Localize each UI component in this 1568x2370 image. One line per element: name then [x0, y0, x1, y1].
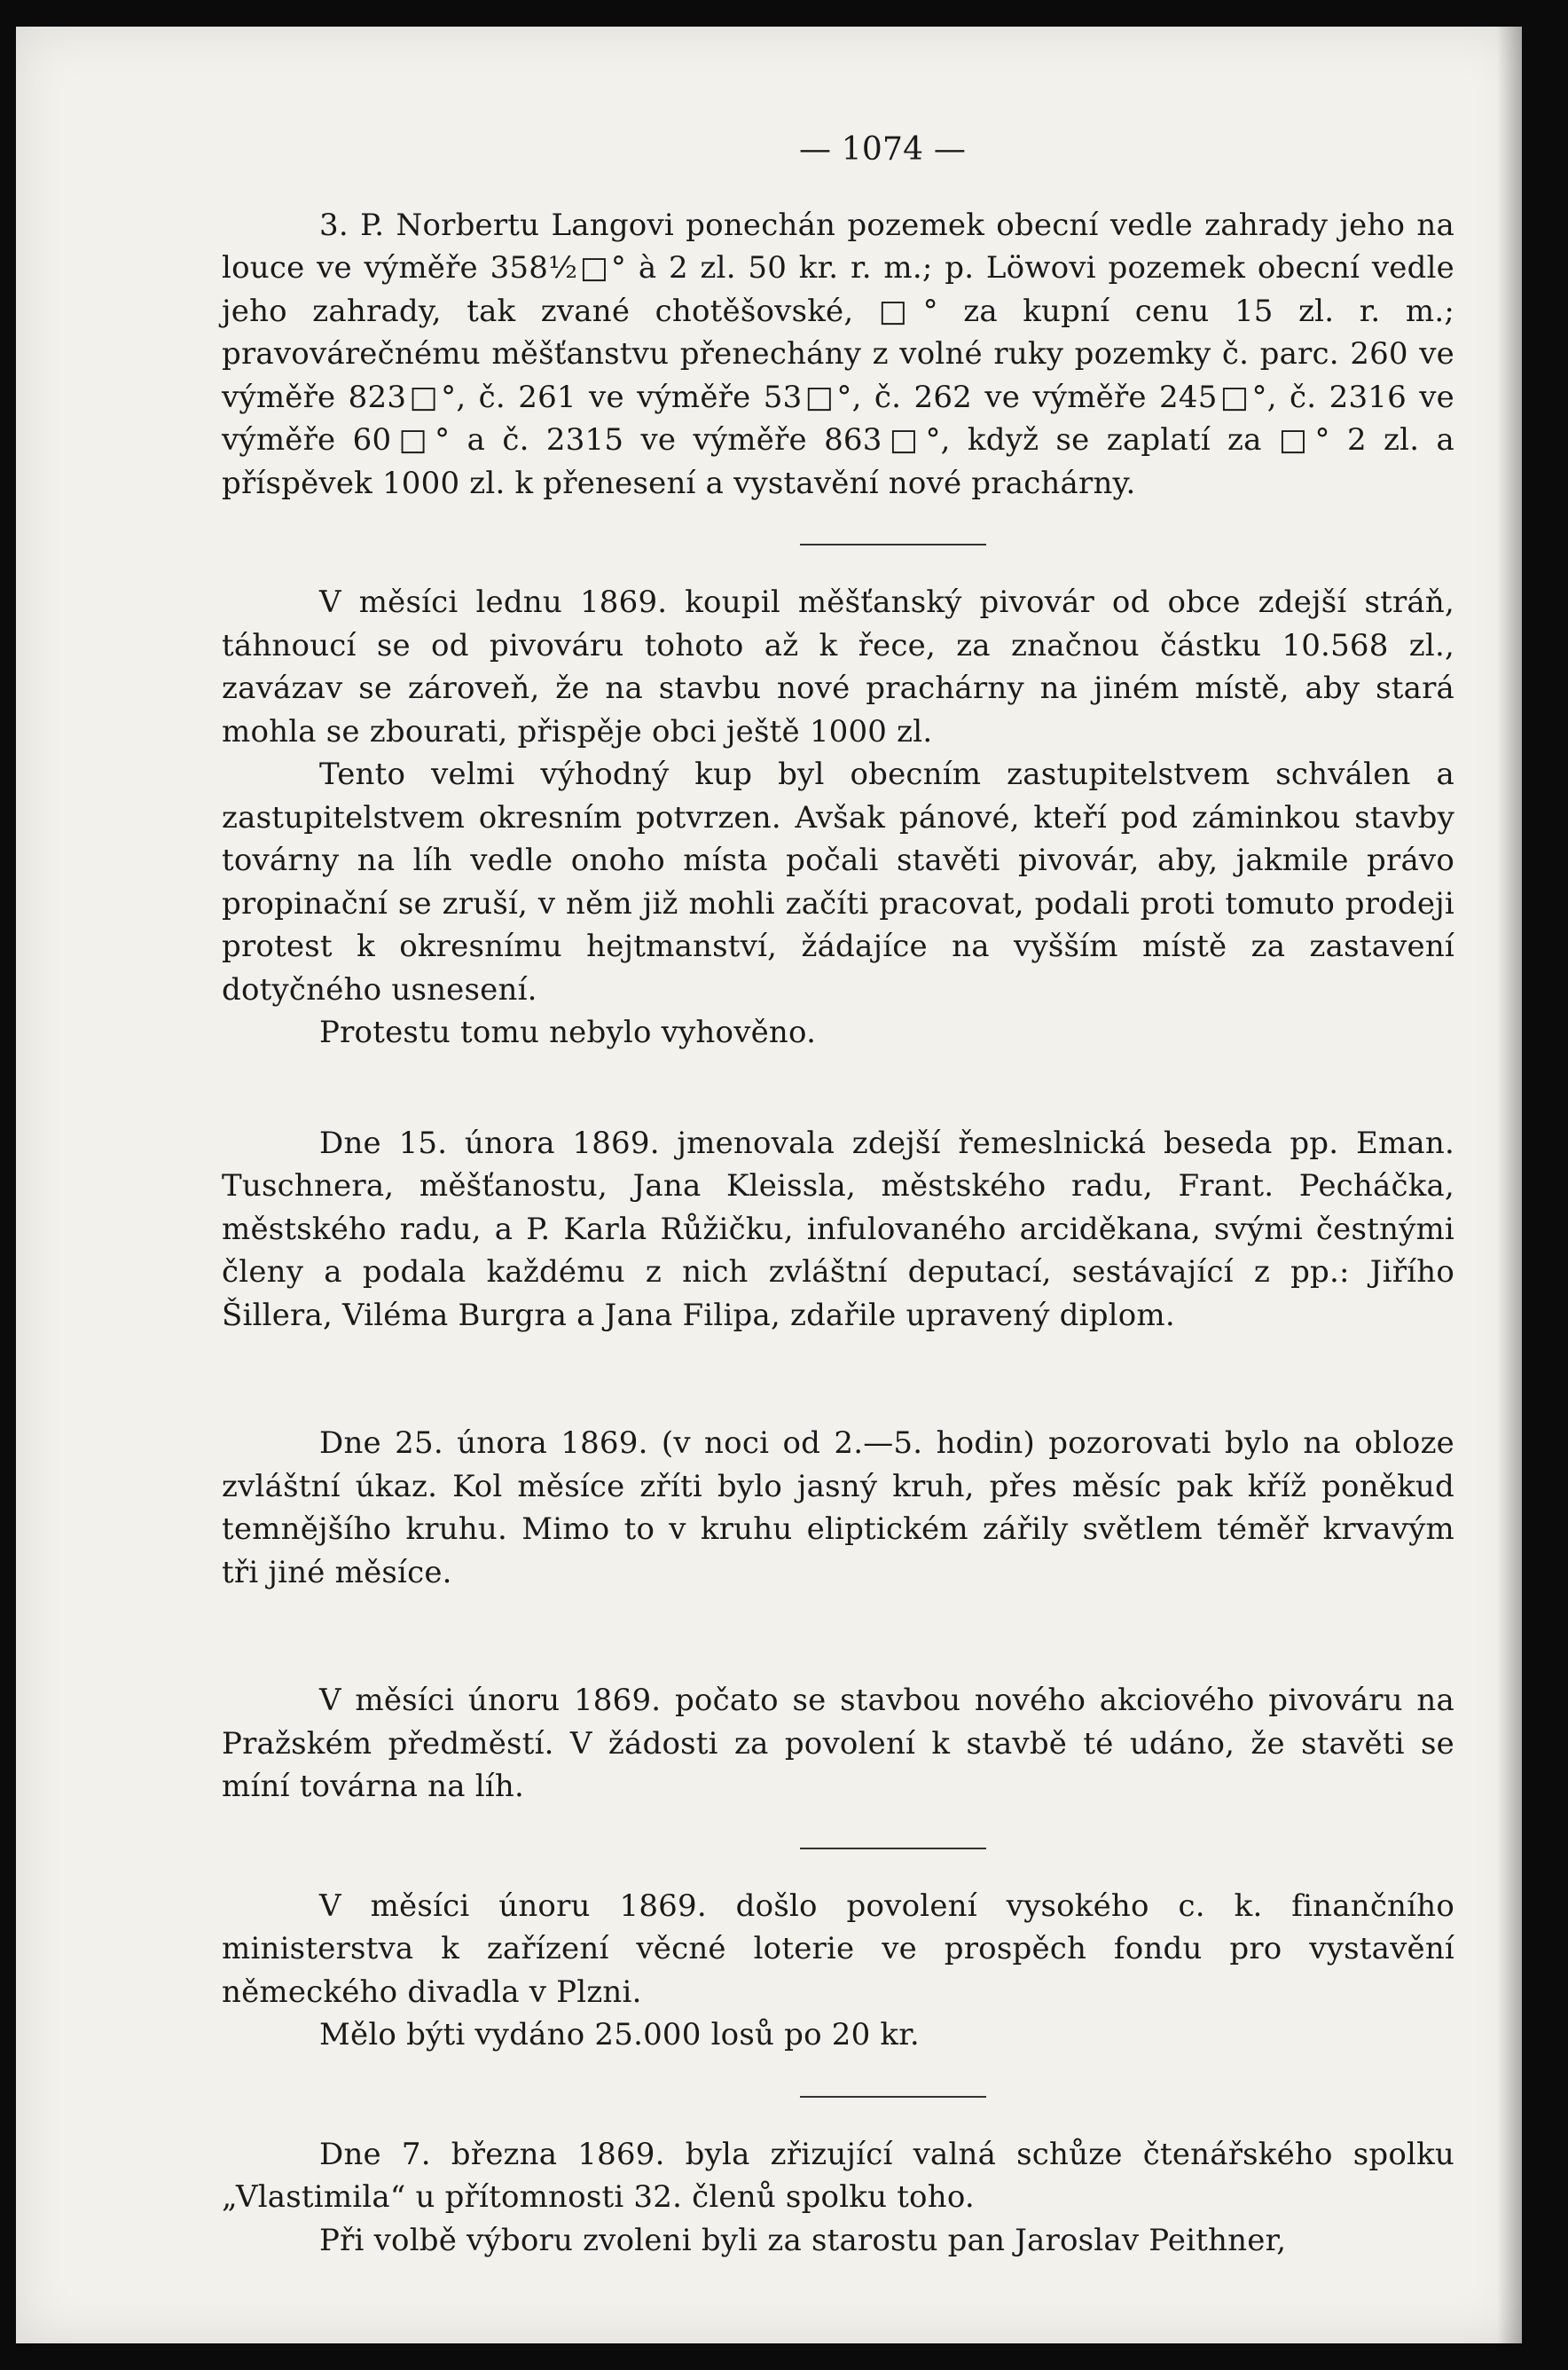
paragraph-january-purchase: V měsíci lednu 1869. koupil měšťanský pivovár od obce zdejší stráň, táhnoucí se od pivováru tohoto až k řece, za značnou částku 10.568 zl., zavázav se zároveň, že na stavbu nové prachárny na jiném místě, aby stará mohla se zbourati, přispěje obci ještě 1000 zl.	[222, 585, 1454, 749]
section-gap	[222, 1337, 1454, 1422]
section-divider	[800, 2096, 986, 2098]
book-page	[16, 27, 1522, 2343]
section-divider	[800, 1848, 986, 1849]
paragraph-february-15: Dne 15. února 1869. jmenovala zdejší řemeslnická beseda pp. Eman. Tuschnera, měšťanostu, Jana Kleissla, městského radu, Frant. Pecháčka, městského radu, a P. Karla Růžičku, infulovaného arciděkana, svými čestnými členy a podala každému z nich zvláštní deputací, sestávající z pp.: Jiřího Šillera, Viléma Burgra a Jana Filipa, zdařile upravený diplom.	[222, 1125, 1454, 1333]
section-gap	[222, 1594, 1454, 1679]
section-divider	[800, 544, 986, 545]
paragraph-approval-protest: Tento velmi výhodný kup byl obecním zastupitelstvem schválen a zastupitelstvem okresním potvrzen. Avšak pánové, kteří pod záminkou stavby továrny na líh vedle onoho místa počali stavěti pivovár, aby, jakmile právo propinační se zruší, v něm již mohli začíti pracovat, podali proti tomuto prodeji protest k okresnímu hejtmanství, žádajíce na vyšším místě za zastavení dotyčného usnesení.	[222, 757, 1454, 1008]
paragraph-committee-election: Při volbě výboru zvoleni byli za starostu pan Jaroslav Peithner,	[319, 2222, 1287, 2258]
paragraph-item-3: 3. P. Norbertu Langovi ponechán pozemek obecní vedle zahrady jeho na louce ve výměře 358½□° à 2 zl. 50 kr. r. m.; p. Löwovi pozemek obecní vedle jeho zahrady, tak zvané chotěšovské, □° za kupní cenu 15 zl. r. m.; pravovárečnému měšťanstvu přenechány z volné ruky pozemky č. parc. 260 ve výměře 823□°, č. 261 ve výměře 53□°, č. 262 ve výměře 245□°, č. 2316 ve výměře 60□° a č. 2315 ve výměře 863□°, když se zaplatí za □° 2 zl. a příspěvek 1000 zl. k přenesení a vystavění nové prachárny.	[222, 207, 1454, 501]
section-gap	[222, 1055, 1454, 1122]
paragraph-vlastimil-meeting: Dne 7. března 1869. byla zřizující valná schůze čtenářského spolku „Vlastimila“ u přítomnosti 32. členů spolku toho.	[222, 2136, 1454, 2215]
paragraph-lottery-permit: V měsíci únoru 1869. došlo povolení vysokého c. k. finančního ministerstva k zařízení věcné loterie ve prospěch fondu pro vystavění německého divadla v Plzni.	[222, 1887, 1454, 2010]
page-edge-shadow	[1497, 27, 1522, 2343]
paragraph-protest-result: Protestu tomu nebylo vyhověno.	[319, 1015, 817, 1050]
paragraph-brewery-construction: V měsíci únoru 1869. počato se stavbou nového akciového pivováru na Pražském předměstí. V žádosti za povolení k stavbě té udáno, že stavěti se míní továrna na líh.	[222, 1683, 1454, 1804]
paragraph-lottery-tickets: Mělo býti vydáno 25.000 losů po 20 kr.	[319, 2017, 920, 2052]
page-text-column	[222, 129, 1454, 2262]
page-number: — 1074 —	[798, 131, 967, 168]
paragraph-february-25: Dne 25. února 1869. (v noci od 2.—5. hodin) pozorovati bylo na obloze zvláštní úkaz. Kol měsíce zříti bylo jasný kruh, přes měsíc pak kříž poněkud temnějšího kruhu. Mimo to v kruhu eliptickém zářily světlem téměř krvavým tři jiné měsíce.	[222, 1425, 1454, 1590]
